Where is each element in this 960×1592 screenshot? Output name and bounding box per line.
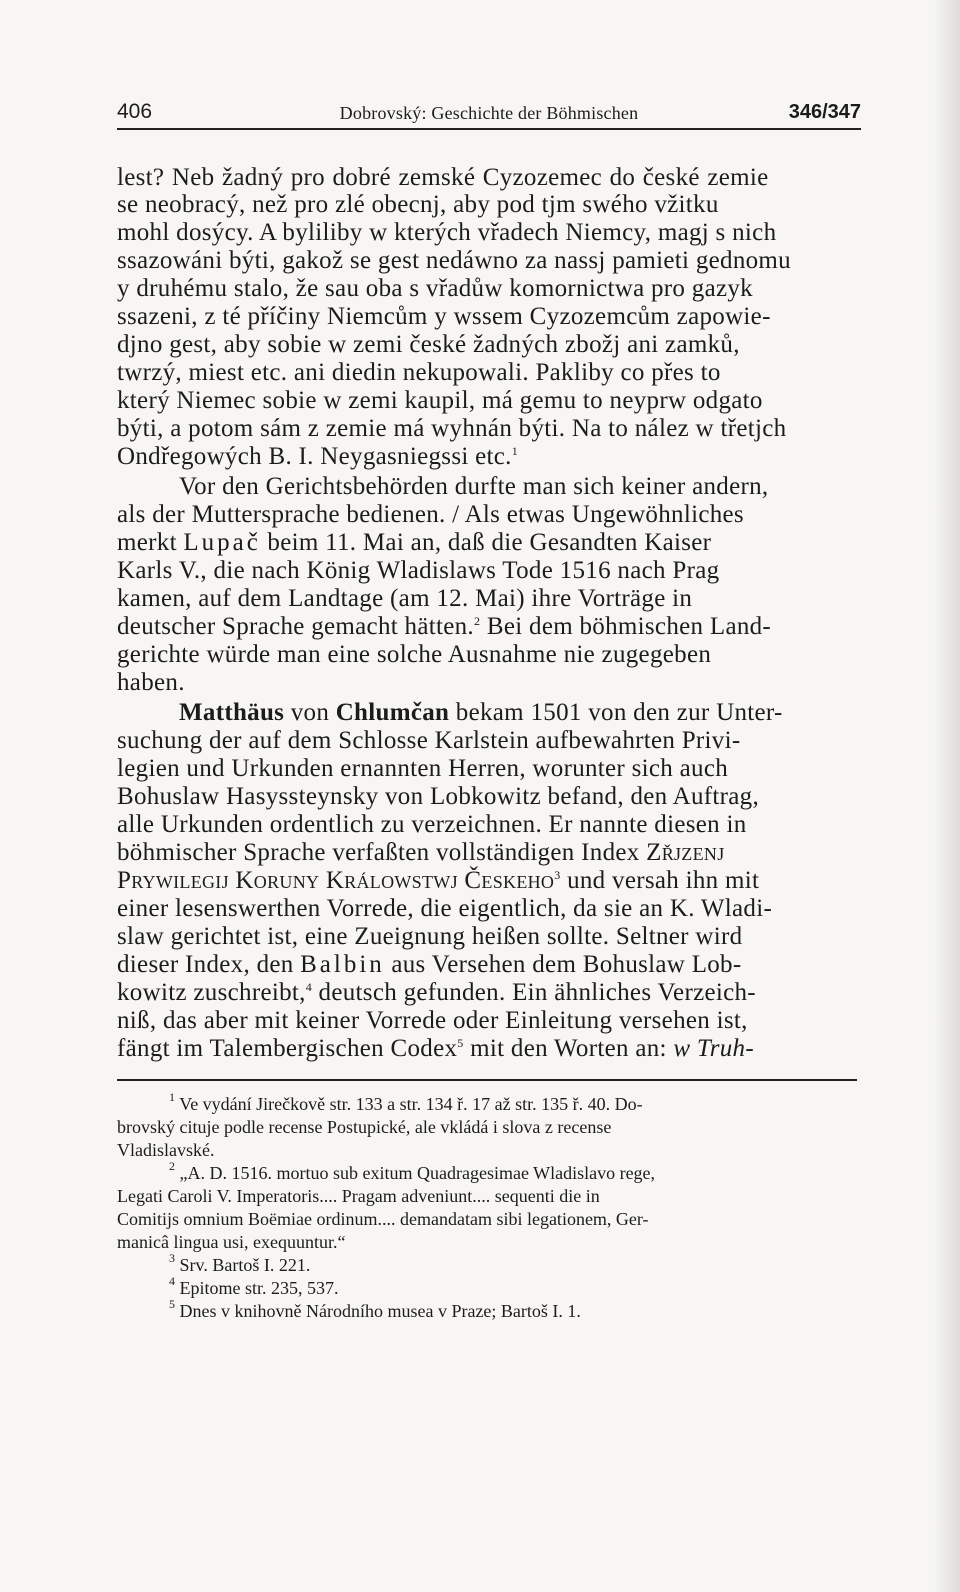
running-title: Dobrovský: Geschichte der Böhmischen — [339, 103, 639, 123]
text-run: Bei dem böhmischen Land- — [480, 613, 772, 640]
text-line: gerichte würde man eine solche Ausnahme nie zugegeben — [117, 641, 712, 668]
footnote-line: Vladislavské. — [117, 1140, 215, 1160]
footnote-ref: 2 — [473, 614, 481, 628]
text-line — [117, 866, 855, 896]
text-line: který Niemec sobie w zemi kaupil, má gemu to neyprw odgato — [117, 387, 763, 414]
index-title: Prywilegij Koruny Králowstwj Českeho — [117, 867, 555, 894]
footnote-line — [117, 1297, 855, 1322]
text-line: einer lesenswerthen Vorrede, die eigentlich, da sie an K. Wladi- — [117, 895, 773, 922]
footnote-divider — [117, 1079, 857, 1081]
text-line: Vor den Gerichtsbehörden durfte man sich keiner andern, — [179, 473, 769, 500]
footnote-number: 4 — [169, 1274, 175, 1288]
text-line: se neobracý, než pro zlé obecnj, aby pod tjm swého vžitku — [117, 191, 719, 218]
footnote-text: Ve vydání Jirečkově str. 133 a str. 134 ř. 17 až str. 135 ř. 40. Do- — [179, 1094, 643, 1114]
footnote-line — [117, 1274, 855, 1299]
footnote-text: „A. D. 1516. mortuo sub exitum Quadragesimae Wladislavo rege, — [179, 1163, 656, 1183]
text-run: dieser Index, den — [117, 951, 301, 978]
footnote-ref: 3 — [554, 868, 561, 882]
text-line: mohl dosýcy. A byliliby w kterých vřadech Niemcy, magj s nich — [117, 219, 777, 246]
person-name: Matthäus — [179, 699, 285, 726]
text-line — [117, 1034, 855, 1064]
footnote-line: Comitijs omnium Boëmiae ordinum.... demandatam sibi legationem, Ger- — [117, 1209, 649, 1229]
text-line: Bohuslaw Hasyssteynsky von Lobkowitz befand, den Auftrag, — [117, 783, 760, 810]
footnote-text: Dnes v knihovně Národního musea v Praze; Bartoš I. 1. — [179, 1301, 581, 1321]
text-line: djno gest, aby sobie w zemi české žadných zbožj ani zamků, — [117, 331, 740, 358]
text-run: bekam 1501 von den zur Unter- — [449, 699, 783, 726]
text-line: niß, das aber mit keiner Vorrede oder Einleitung versehen ist, — [117, 1007, 748, 1034]
text-run: Ondřegowých B. I. Neygasniegssi etc. — [117, 443, 512, 470]
footnote-line — [117, 1090, 855, 1115]
text-line: haben. — [117, 669, 185, 696]
text-line: suchung der auf dem Schlosse Karlstein aufbewahrten Privi- — [117, 727, 741, 754]
author-name: Lupač — [183, 529, 261, 556]
text-run: und versah ihn mit — [560, 867, 760, 894]
footnote-line: Legati Caroli V. Imperatoris.... Pragam adveniunt.... sequenti die in — [117, 1186, 600, 1206]
footnote-text: Epitome str. 235, 537. — [179, 1278, 339, 1298]
footnote-number: 2 — [169, 1159, 175, 1173]
footnote-number: 5 — [169, 1297, 175, 1311]
footnote-text: Srv. Bartoš I. 221. — [179, 1255, 311, 1275]
footnote-number: 1 — [169, 1090, 175, 1104]
text-line: y druhému stalo, že sau oba s vřadůw komornictwa pro gazyk — [117, 275, 753, 302]
text-line — [117, 838, 855, 868]
text-run: kowitz zuschreibt, — [117, 979, 306, 1006]
text-line: twrzý, miest etc. ani diedin nekupowali. Pakliby co přes to — [117, 359, 721, 386]
author-name: Balbin — [300, 951, 385, 978]
text-line: alle Urkunden ordentlich zu verzeichnen. Er nannte diesen in — [117, 811, 747, 838]
quoted-words: w Truh- — [673, 1035, 754, 1062]
text-line — [117, 442, 855, 472]
page-header — [117, 100, 861, 130]
text-line — [117, 698, 855, 728]
text-line: als der Muttersprache bedienen. / Als etwas Ungewöhnliches — [117, 501, 744, 528]
text-run: aus Versehen dem Bohuslaw Lob- — [384, 951, 742, 978]
text-run: merkt — [117, 529, 184, 556]
text-line: slaw gerichtet ist, eine Zueignung heißen sollte. Seltner wird — [117, 923, 743, 950]
text-run: beim 11. Mai an, daß die Gesandten Kaiser — [260, 529, 712, 556]
footnote-number: 3 — [169, 1251, 175, 1265]
text-line — [117, 612, 855, 642]
footnote-ref: 4 — [305, 980, 312, 994]
text-run: deutsch gefunden. Ein ähnliches Verzeich- — [312, 979, 756, 1006]
text-line: býti, a potom sám z zemie má wyhnán býti. Na to nález w třetjch — [117, 415, 787, 442]
person-name: Chlumčan — [335, 699, 450, 726]
text-line: ssazowáni býti, gakož se gest nedáwno za nassj pamieti gednomu — [117, 247, 791, 274]
section-range: 346/347 — [788, 101, 861, 123]
footnote-line: brovský cituje podle recense Postupické, ale vkládá i slova z recense — [117, 1117, 612, 1137]
text-line — [117, 528, 855, 558]
text-line: kamen, auf dem Landtage (am 12. Mai) ihre Vorträge in — [117, 585, 693, 612]
footnote-ref: 1 — [511, 444, 519, 458]
text-run: böhmischer Sprache verfaßten vollständigen Index — [117, 839, 647, 866]
footnote-line: manicâ lingua usi, exequuntur.“ — [117, 1232, 346, 1252]
text-run: deutscher Sprache gemacht hätten. — [117, 613, 474, 640]
text-run: von — [284, 699, 336, 726]
text-line: lest? Neb žadný pro dobré zemské Cyzozemec do české zemie — [117, 164, 769, 191]
text-line: ssazeni, z té příčiny Niemcům y wssem Cyzozemcům zapowie- — [117, 303, 771, 330]
page-edge-shadow — [934, 0, 960, 1592]
text-line: legien und Urkunden ernannten Herren, worunter sich auch — [117, 755, 729, 782]
text-line — [117, 950, 855, 980]
text-run: mit den Worten an: — [463, 1035, 674, 1062]
footnote-line — [117, 1159, 855, 1184]
text-run: fängt im Talembergischen Codex — [117, 1035, 458, 1062]
text-line: Karls V., die nach König Wladislaws Tode 1516 nach Prag — [117, 557, 720, 584]
text-line — [117, 978, 855, 1008]
page-number: 406 — [117, 100, 153, 123]
index-title: Zřjzenj — [646, 839, 725, 866]
footnote-line — [117, 1251, 855, 1276]
footnote-ref: 5 — [457, 1036, 464, 1050]
